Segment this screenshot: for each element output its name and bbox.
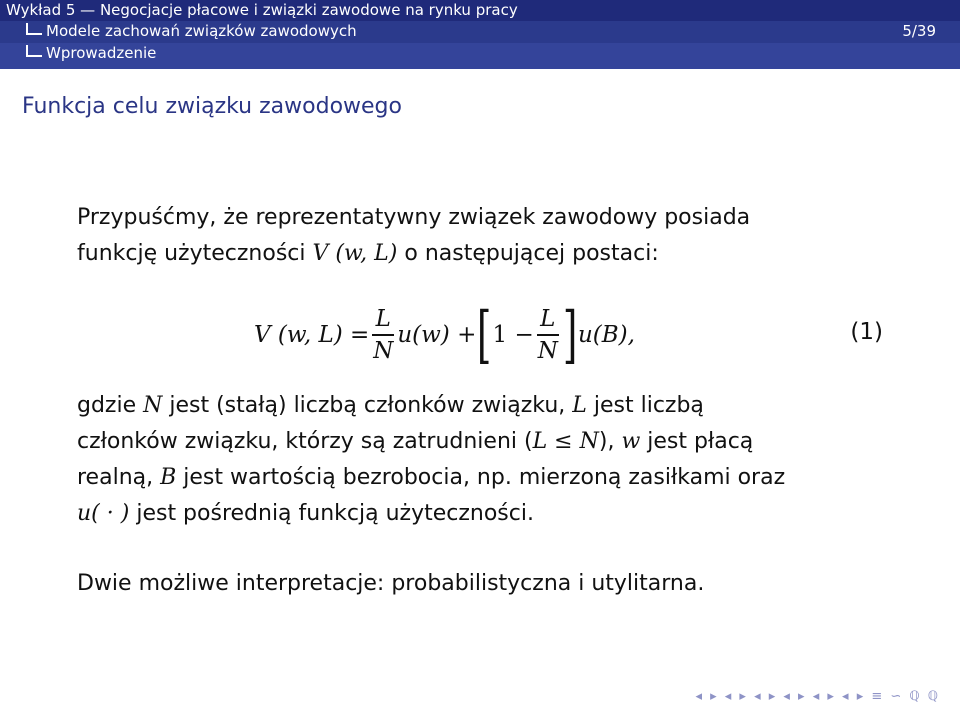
right-bracket: ]	[562, 298, 578, 371]
header-lecture-bar	[0, 0, 960, 21]
eq-lhs: V (w, L) =	[254, 322, 370, 348]
eq-term-2: u(B),	[577, 322, 635, 348]
intro-line-1: Przypuśćmy, że reprezentatywny związek zawodowy posiada	[77, 205, 751, 230]
tree-hook-icon	[26, 45, 42, 57]
header-section-bar	[0, 21, 960, 43]
eq-fraction: $\frac{L}{N}$	[373, 306, 394, 364]
eq-one-minus: 1 −	[492, 322, 534, 348]
tree-hook-icon	[26, 23, 42, 35]
subsection-title: Wprowadzenie	[46, 44, 157, 62]
beamer-navigation-bar[interactable]: ◂ ▸ ◂ ▸ ◂ ▸ ◂ ▸ ◂ ▸ ◂ ▸ ≡ ∽ ℚ ℚ	[695, 689, 940, 704]
definitions-paragraph: gdzie N jest (stałą) liczbą członków związku, L jest liczbą członków związku, którzy są zatrudnieni (L ≤ N), w jest płacą realną, B jest wartością bezrobocia, np. mierzoną zasiłkami oraz u( · ) jest pośrednią funkcją użyteczności.	[77, 393, 786, 526]
section-title: Modele zachowań związków zawodowych	[46, 22, 357, 40]
eq-term-1: u(w) +	[397, 322, 477, 348]
lecture-title: Wykład 5 — Negocjacje płacowe i związki zawodowe na rynku pracy	[6, 1, 518, 19]
equation-1	[0, 295, 960, 375]
page-counter: 5/39	[902, 22, 936, 40]
intro-line-2: funkcję użyteczności V (w, L) o następującej postaci:	[77, 241, 659, 266]
frame-title: Funkcja celu związku zawodowego	[22, 94, 402, 119]
eq-fraction-2: $\frac{L}{N}$	[537, 306, 558, 364]
equation-number: (1)	[850, 319, 883, 345]
header-subsection-bar	[0, 43, 960, 69]
left-bracket: [	[477, 298, 492, 371]
intro-paragraph	[77, 200, 897, 272]
conclusion-line: Dwie możliwe interpretacje: probabilistyczna i utylitarna.	[77, 571, 705, 596]
